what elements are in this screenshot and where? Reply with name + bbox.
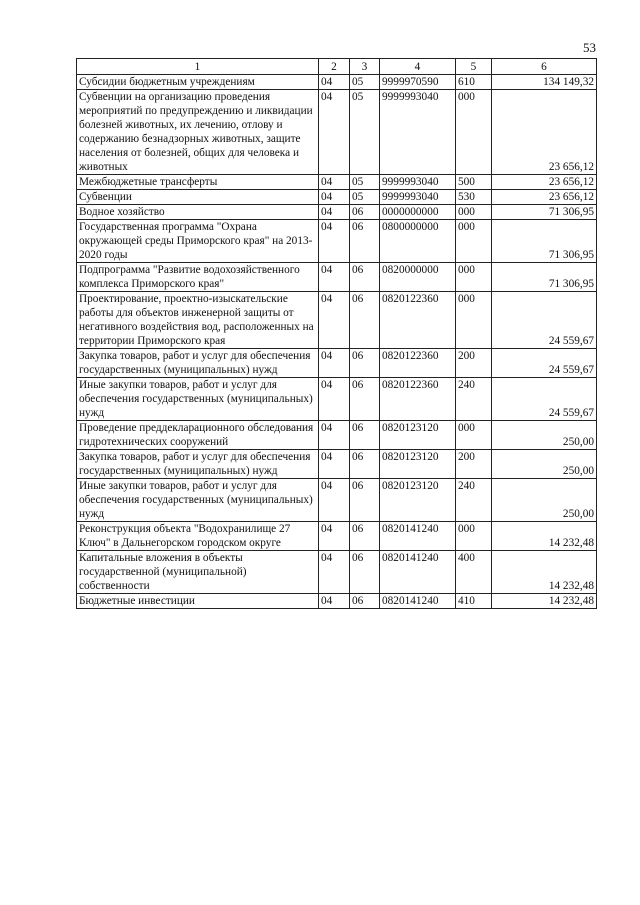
row-target-article: 9999993040 bbox=[380, 90, 456, 175]
row-target-article: 0820123120 bbox=[380, 450, 456, 479]
row-section: 04 bbox=[319, 450, 350, 479]
row-amount: 24 559,67 bbox=[492, 292, 597, 349]
row-target-article: 9999970590 bbox=[380, 75, 456, 90]
row-expense-type: 000 bbox=[456, 220, 492, 263]
table-row bbox=[77, 522, 597, 551]
row-expense-type: 000 bbox=[456, 421, 492, 450]
row-amount: 250,00 bbox=[492, 450, 597, 479]
row-subsection: 06 bbox=[350, 479, 380, 522]
row-section: 04 bbox=[319, 479, 350, 522]
row-amount: 71 306,95 bbox=[492, 205, 597, 220]
row-section: 04 bbox=[319, 551, 350, 594]
row-subsection: 06 bbox=[350, 594, 380, 609]
header-cell: 5 bbox=[456, 59, 492, 75]
row-amount: 24 559,67 bbox=[492, 349, 597, 378]
row-expense-type: 000 bbox=[456, 292, 492, 349]
row-amount: 14 232,48 bbox=[492, 551, 597, 594]
table-row bbox=[77, 205, 597, 220]
row-target-article: 9999993040 bbox=[380, 175, 456, 190]
row-section: 04 bbox=[319, 75, 350, 90]
row-section: 04 bbox=[319, 378, 350, 421]
row-name: Водное хозяйство bbox=[77, 205, 319, 220]
row-target-article: 0820141240 bbox=[380, 594, 456, 609]
row-expense-type: 000 bbox=[456, 522, 492, 551]
table-row bbox=[77, 175, 597, 190]
row-subsection: 06 bbox=[350, 522, 380, 551]
row-section: 04 bbox=[319, 421, 350, 450]
row-amount: 14 232,48 bbox=[492, 594, 597, 609]
table-row bbox=[77, 292, 597, 349]
row-subsection: 06 bbox=[350, 551, 380, 594]
row-expense-type: 410 bbox=[456, 594, 492, 609]
row-subsection: 06 bbox=[350, 220, 380, 263]
row-name: Проведение преддекларационного обследования гидротехнических сооружений bbox=[77, 421, 319, 450]
row-amount: 23 656,12 bbox=[492, 175, 597, 190]
header-cell: 1 bbox=[77, 59, 319, 75]
row-expense-type: 000 bbox=[456, 263, 492, 292]
budget-table bbox=[76, 58, 597, 609]
row-name: Закупка товаров, работ и услуг для обеспечения государственных (муниципальных) нужд bbox=[77, 349, 319, 378]
row-target-article: 0820122360 bbox=[380, 292, 456, 349]
row-name: Субвенции на организацию проведения мероприятий по предупреждению и ликвидации болезней животных, их лечению, отлову и содержанию безнадзорных животных, защите населения от болезней, общих для человека и животных bbox=[77, 90, 319, 175]
row-subsection: 06 bbox=[350, 292, 380, 349]
page-number: 53 bbox=[583, 40, 596, 55]
row-amount: 250,00 bbox=[492, 479, 597, 522]
row-name: Межбюджетные трансферты bbox=[77, 175, 319, 190]
row-amount: 23 656,12 bbox=[492, 190, 597, 205]
row-name: Реконструкция объекта "Водохранилище 27 Ключ" в Дальнегорском городском округе bbox=[77, 522, 319, 551]
table-row bbox=[77, 220, 597, 263]
row-subsection: 06 bbox=[350, 205, 380, 220]
row-section: 04 bbox=[319, 220, 350, 263]
row-name: Государственная программа "Охрана окружающей среды Приморского края" на 2013-2020 годы bbox=[77, 220, 319, 263]
row-amount: 71 306,95 bbox=[492, 263, 597, 292]
header-cell: 6 bbox=[492, 59, 597, 75]
row-section: 04 bbox=[319, 190, 350, 205]
row-name: Подпрограмма "Развитие водохозяйственного комплекса Приморского края" bbox=[77, 263, 319, 292]
row-amount: 250,00 bbox=[492, 421, 597, 450]
table-row bbox=[77, 263, 597, 292]
row-expense-type: 400 bbox=[456, 551, 492, 594]
table-row bbox=[77, 75, 597, 90]
table-row bbox=[77, 349, 597, 378]
row-section: 04 bbox=[319, 349, 350, 378]
row-name: Капитальные вложения в объекты государственной (муниципальной) собственности bbox=[77, 551, 319, 594]
row-amount: 134 149,32 bbox=[492, 75, 597, 90]
row-name: Субвенции bbox=[77, 190, 319, 205]
row-target-article: 0000000000 bbox=[380, 205, 456, 220]
row-expense-type: 200 bbox=[456, 349, 492, 378]
header-cell: 2 bbox=[319, 59, 350, 75]
table-row bbox=[77, 594, 597, 609]
row-target-article: 0820141240 bbox=[380, 551, 456, 594]
row-name: Иные закупки товаров, работ и услуг для обеспечения государственных (муниципальных) нужд bbox=[77, 479, 319, 522]
table-row bbox=[77, 450, 597, 479]
row-subsection: 06 bbox=[350, 263, 380, 292]
row-subsection: 06 bbox=[350, 421, 380, 450]
row-subsection: 05 bbox=[350, 90, 380, 175]
row-expense-type: 500 bbox=[456, 175, 492, 190]
table-row bbox=[77, 190, 597, 205]
row-name: Иные закупки товаров, работ и услуг для обеспечения государственных (муниципальных) нужд bbox=[77, 378, 319, 421]
row-target-article: 0800000000 bbox=[380, 220, 456, 263]
row-section: 04 bbox=[319, 594, 350, 609]
table-row bbox=[77, 90, 597, 175]
row-name: Бюджетные инвестиции bbox=[77, 594, 319, 609]
row-target-article: 0820123120 bbox=[380, 479, 456, 522]
row-target-article: 0820122360 bbox=[380, 349, 456, 378]
row-name: Субсидии бюджетным учреждениям bbox=[77, 75, 319, 90]
row-expense-type: 610 bbox=[456, 75, 492, 90]
table-row bbox=[77, 551, 597, 594]
row-expense-type: 000 bbox=[456, 205, 492, 220]
row-target-article: 0820141240 bbox=[380, 522, 456, 551]
row-amount: 71 306,95 bbox=[492, 220, 597, 263]
row-section: 04 bbox=[319, 175, 350, 190]
row-section: 04 bbox=[319, 292, 350, 349]
row-amount: 14 232,48 bbox=[492, 522, 597, 551]
row-subsection: 06 bbox=[350, 450, 380, 479]
row-expense-type: 200 bbox=[456, 450, 492, 479]
row-target-article: 9999993040 bbox=[380, 190, 456, 205]
row-target-article: 0820122360 bbox=[380, 378, 456, 421]
row-subsection: 05 bbox=[350, 190, 380, 205]
table-row bbox=[77, 378, 597, 421]
row-amount: 24 559,67 bbox=[492, 378, 597, 421]
header-cell: 3 bbox=[350, 59, 380, 75]
row-subsection: 05 bbox=[350, 75, 380, 90]
row-expense-type: 240 bbox=[456, 378, 492, 421]
table-row bbox=[77, 479, 597, 522]
row-subsection: 06 bbox=[350, 349, 380, 378]
header-cell: 4 bbox=[380, 59, 456, 75]
row-section: 04 bbox=[319, 205, 350, 220]
row-section: 04 bbox=[319, 90, 350, 175]
row-subsection: 05 bbox=[350, 175, 380, 190]
row-name: Закупка товаров, работ и услуг для обеспечения государственных (муниципальных) нужд bbox=[77, 450, 319, 479]
row-expense-type: 530 bbox=[456, 190, 492, 205]
row-target-article: 0820000000 bbox=[380, 263, 456, 292]
row-subsection: 06 bbox=[350, 378, 380, 421]
row-section: 04 bbox=[319, 263, 350, 292]
row-expense-type: 240 bbox=[456, 479, 492, 522]
row-name: Проектирование, проектно-изыскательские работы для объектов инженерной защиты от негативного воздействия вод, расположенных на территории Приморского края bbox=[77, 292, 319, 349]
row-target-article: 0820123120 bbox=[380, 421, 456, 450]
row-amount: 23 656,12 bbox=[492, 90, 597, 175]
row-section: 04 bbox=[319, 522, 350, 551]
table-row bbox=[77, 421, 597, 450]
row-expense-type: 000 bbox=[456, 90, 492, 175]
header-row bbox=[77, 59, 597, 75]
